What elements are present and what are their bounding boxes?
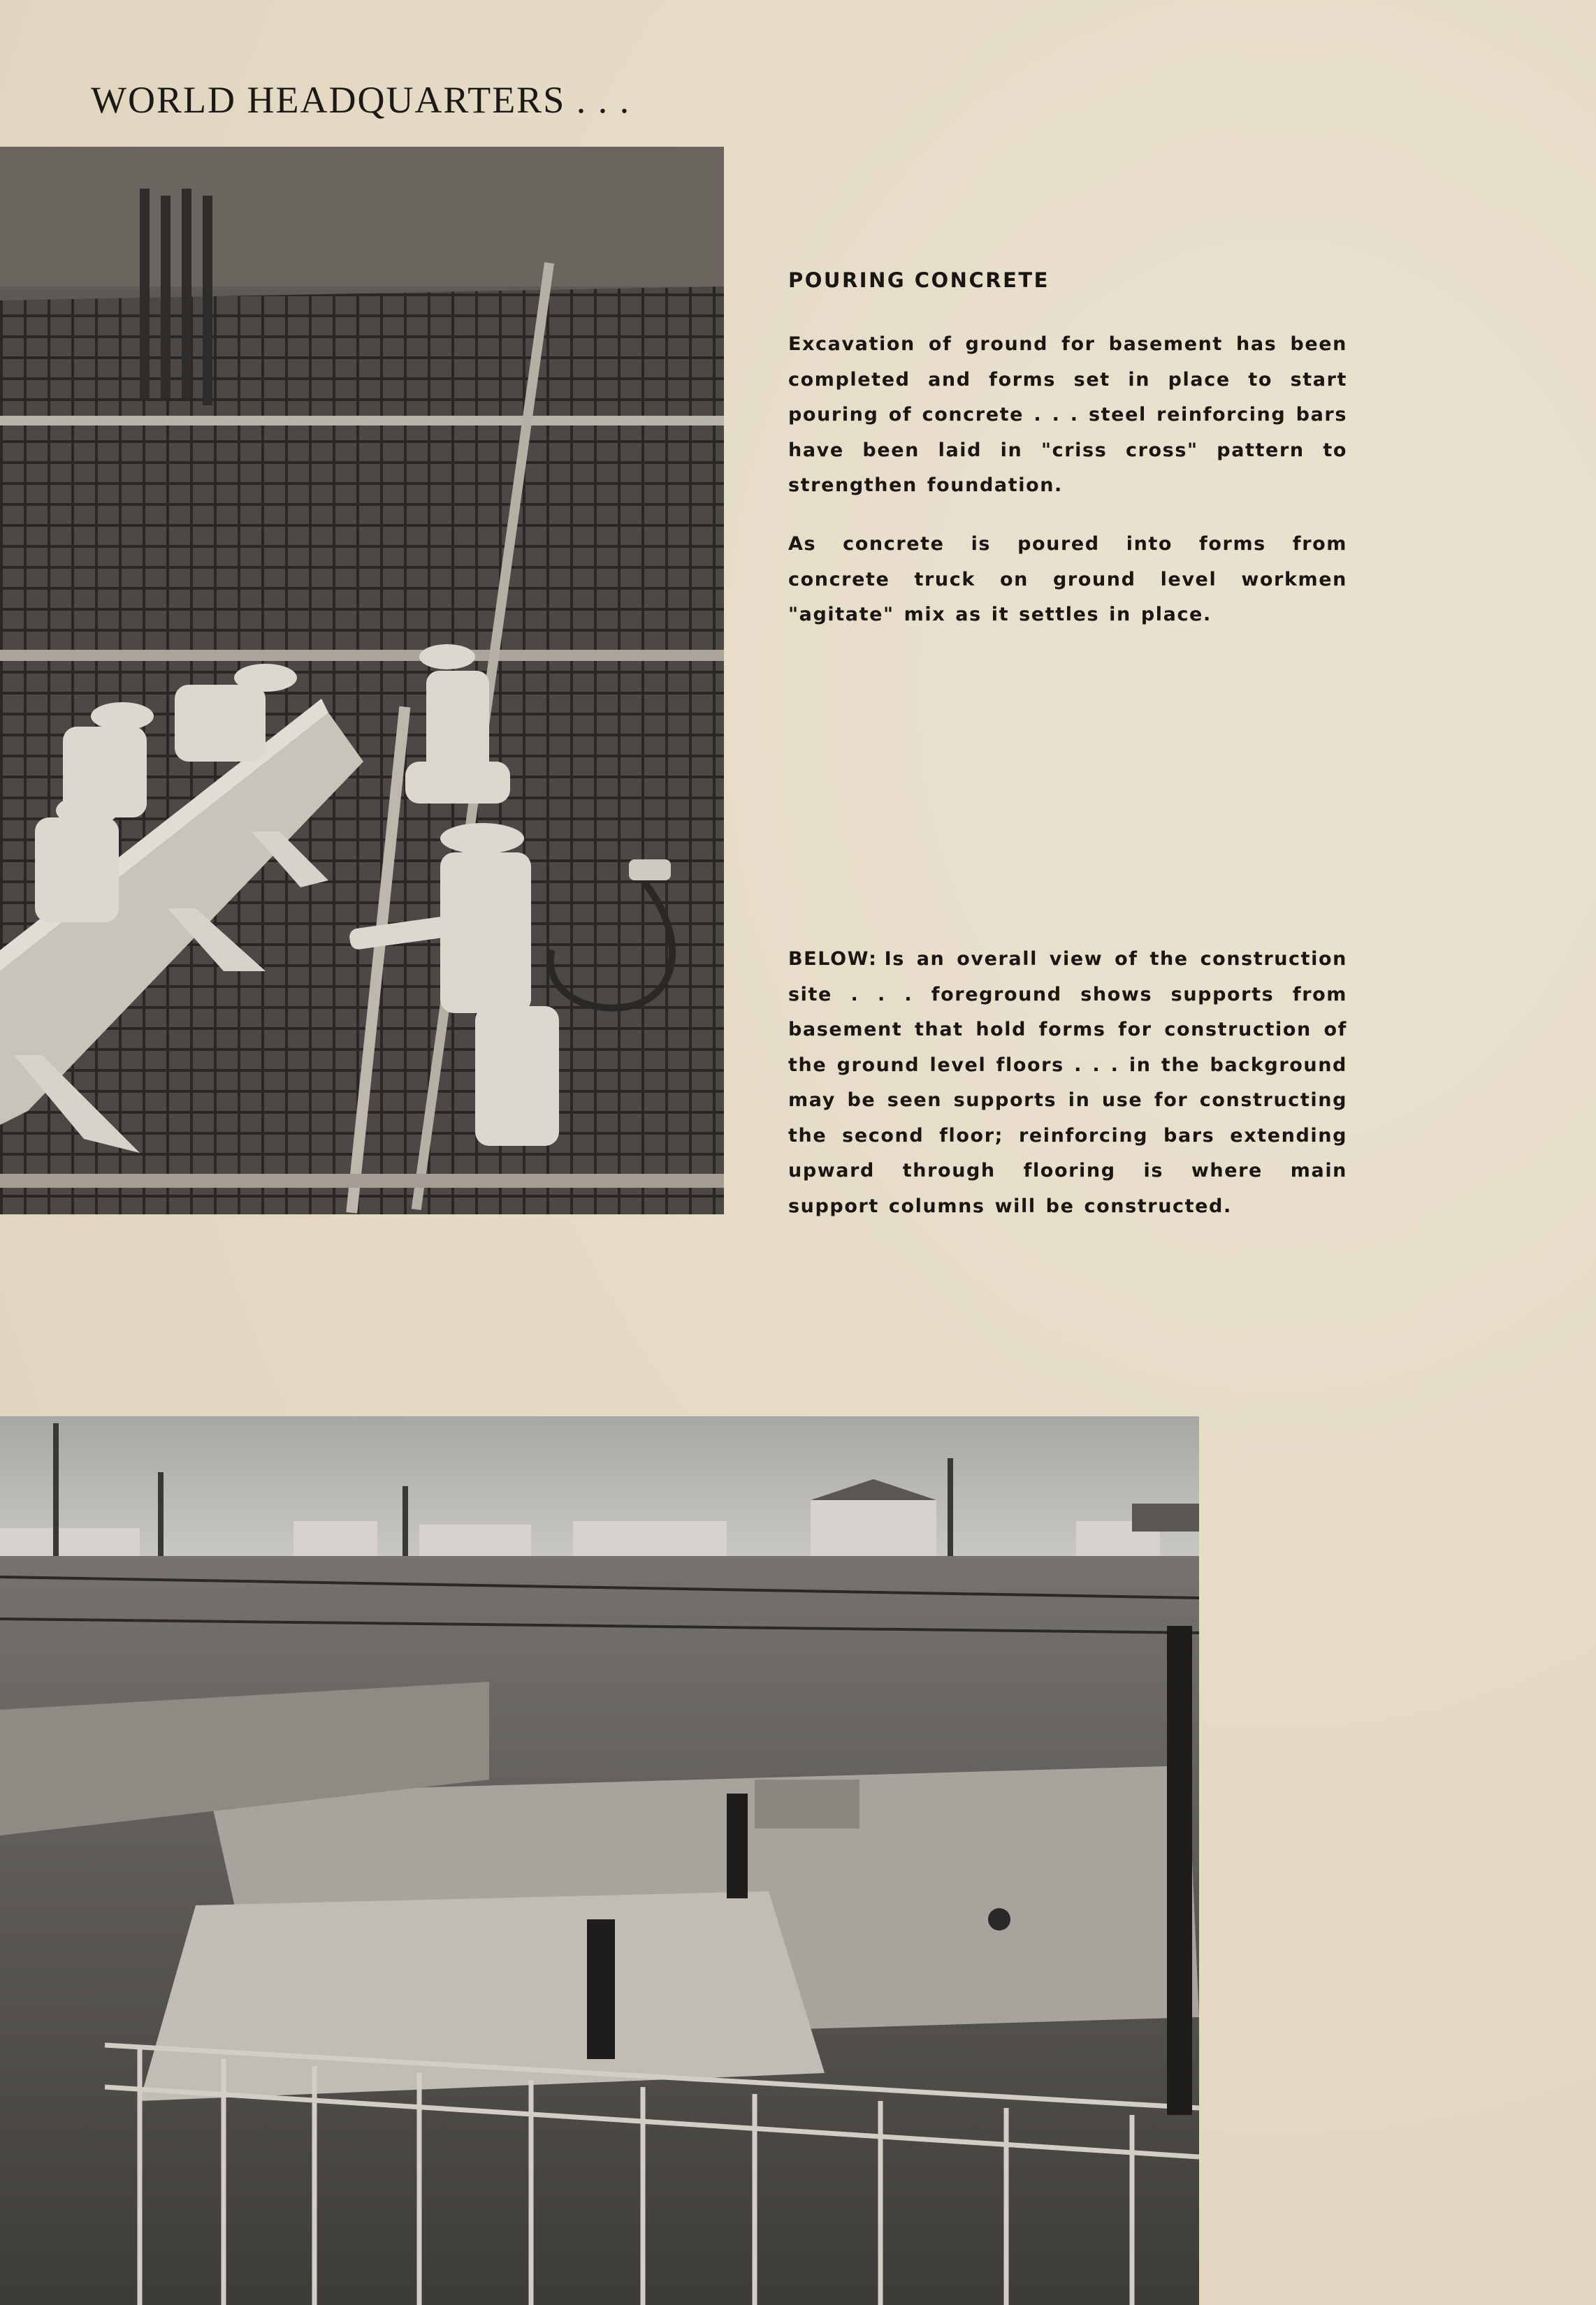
paragraph-pouring-2: As concrete is poured into forms from concrete truck on ground level workmen "agitate" mix as it settles in place. <box>788 533 1347 625</box>
photo-construction-site <box>0 1416 1199 2305</box>
paragraph-pouring-1: Excavation of ground for basement has been completed and forms set in place to start pouring of concrete . . . steel reinforcing bars have been laid in "criss cross" pattern to strengthen foundation. <box>788 333 1347 496</box>
section-heading-pouring-concrete: POURING CONCRETE <box>788 268 1050 292</box>
photo-pouring-concrete <box>0 147 724 1214</box>
page-title: WORLD HEADQUARTERS . . . <box>91 79 631 121</box>
caption-below-lead: BELOW: <box>788 948 878 970</box>
caption-below-text: Is an overall view of the construction site . . . foreground shows supports from basement that hold forms for construction of the ground level floors . . . in the background may be seen supports in use for constructing the second floor; reinforcing bars extending upward through flooring is where main support columns will be constructed. <box>788 948 1347 1217</box>
caption-below <box>788 942 1347 1224</box>
